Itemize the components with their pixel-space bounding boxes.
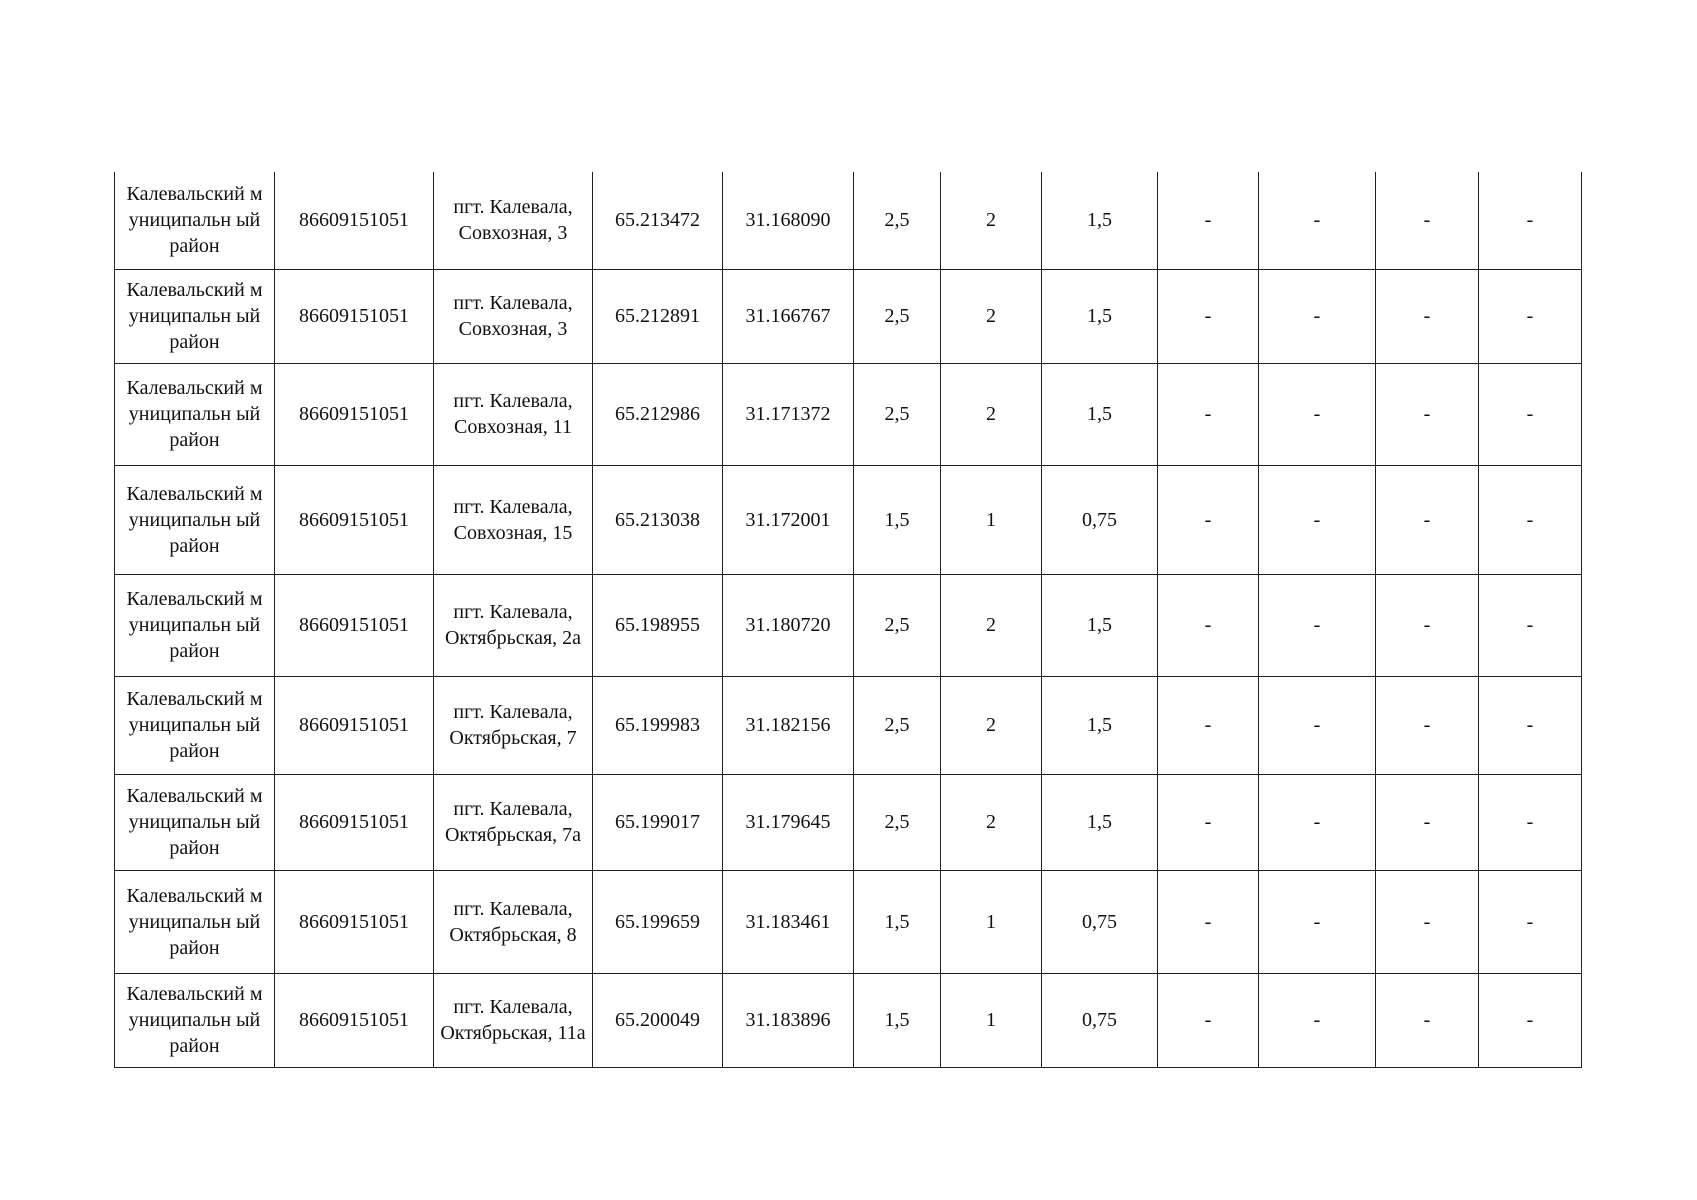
cell-col9: - — [1158, 172, 1259, 269]
cell-col8: 1,5 — [1042, 363, 1158, 465]
cell-oktmo: 86609151051 — [275, 973, 434, 1067]
cell-district: Калевальский муниципальн ый район — [115, 973, 275, 1067]
cell-col11: - — [1376, 774, 1479, 870]
cell-address: пгт. Калевала, Октябрьская, 8 — [434, 870, 593, 973]
cell-col8: 0,75 — [1042, 870, 1158, 973]
cell-col9: - — [1158, 774, 1259, 870]
cell-col6: 2,5 — [854, 363, 941, 465]
cell-col12: - — [1479, 676, 1582, 774]
cell-latitude: 65.198955 — [593, 574, 723, 676]
cell-col7: 2 — [941, 172, 1042, 269]
cell-col10: - — [1259, 363, 1376, 465]
cell-longitude: 31.179645 — [723, 774, 854, 870]
table-row — [115, 676, 1582, 774]
cell-oktmo: 86609151051 — [275, 574, 434, 676]
cell-col10: - — [1259, 269, 1376, 363]
cell-col11: - — [1376, 363, 1479, 465]
cell-col9: - — [1158, 676, 1259, 774]
cell-col6: 1,5 — [854, 465, 941, 574]
cell-district: Калевальский муниципальн ый район — [115, 774, 275, 870]
table-row — [115, 870, 1582, 973]
cell-col12: - — [1479, 870, 1582, 973]
cell-col10: - — [1259, 574, 1376, 676]
cell-col6: 2,5 — [854, 676, 941, 774]
cell-col12: - — [1479, 465, 1582, 574]
cell-col12: - — [1479, 973, 1582, 1067]
cell-oktmo: 86609151051 — [275, 676, 434, 774]
cell-col8: 1,5 — [1042, 269, 1158, 363]
cell-col8: 0,75 — [1042, 465, 1158, 574]
cell-col11: - — [1376, 973, 1479, 1067]
cell-col6: 2,5 — [854, 574, 941, 676]
cell-district: Калевальский муниципальн ый район — [115, 574, 275, 676]
cell-latitude: 65.199659 — [593, 870, 723, 973]
cell-col11: - — [1376, 870, 1479, 973]
cell-col7: 1 — [941, 870, 1042, 973]
cell-col6: 2,5 — [854, 172, 941, 269]
table-row — [115, 774, 1582, 870]
cell-col10: - — [1259, 973, 1376, 1067]
cell-col7: 2 — [941, 269, 1042, 363]
cell-col11: - — [1376, 676, 1479, 774]
cell-col11: - — [1376, 465, 1479, 574]
cell-latitude: 65.200049 — [593, 973, 723, 1067]
cell-col12: - — [1479, 172, 1582, 269]
cell-address: пгт. Калевала, Октябрьская, 7а — [434, 774, 593, 870]
cell-col11: - — [1376, 574, 1479, 676]
table-body — [115, 172, 1582, 1067]
cell-col8: 0,75 — [1042, 973, 1158, 1067]
cell-district: Калевальский муниципальн ый район — [115, 363, 275, 465]
cell-oktmo: 86609151051 — [275, 465, 434, 574]
cell-district: Калевальский муниципальн ый район — [115, 172, 275, 269]
cell-latitude: 65.213038 — [593, 465, 723, 574]
cell-oktmo: 86609151051 — [275, 774, 434, 870]
cell-col9: - — [1158, 465, 1259, 574]
table-row — [115, 973, 1582, 1067]
cell-latitude: 65.199983 — [593, 676, 723, 774]
cell-col12: - — [1479, 363, 1582, 465]
cell-longitude: 31.168090 — [723, 172, 854, 269]
cell-longitude: 31.172001 — [723, 465, 854, 574]
cell-col7: 2 — [941, 574, 1042, 676]
cell-col7: 2 — [941, 363, 1042, 465]
cell-address: пгт. Калевала, Октябрьская, 2а — [434, 574, 593, 676]
cell-longitude: 31.171372 — [723, 363, 854, 465]
cell-col10: - — [1259, 676, 1376, 774]
cell-district: Калевальский муниципальн ый район — [115, 465, 275, 574]
table-row — [115, 574, 1582, 676]
cell-col8: 1,5 — [1042, 676, 1158, 774]
cell-col9: - — [1158, 574, 1259, 676]
cell-col7: 1 — [941, 465, 1042, 574]
cell-longitude: 31.183896 — [723, 973, 854, 1067]
cell-district: Калевальский муниципальн ый район — [115, 269, 275, 363]
cell-address: пгт. Калевала, Совхозная, 15 — [434, 465, 593, 574]
cell-address: пгт. Калевала, Совхозная, 3 — [434, 269, 593, 363]
cell-col6: 2,5 — [854, 269, 941, 363]
cell-col8: 1,5 — [1042, 172, 1158, 269]
cell-col10: - — [1259, 870, 1376, 973]
cell-address: пгт. Калевала, Совхозная, 11 — [434, 363, 593, 465]
cell-col6: 1,5 — [854, 870, 941, 973]
cell-col11: - — [1376, 269, 1479, 363]
cell-col7: 1 — [941, 973, 1042, 1067]
cell-col7: 2 — [941, 676, 1042, 774]
cell-col8: 1,5 — [1042, 774, 1158, 870]
cell-latitude: 65.212891 — [593, 269, 723, 363]
cell-oktmo: 86609151051 — [275, 172, 434, 269]
cell-latitude: 65.213472 — [593, 172, 723, 269]
table-row — [115, 172, 1582, 269]
table-row — [115, 465, 1582, 574]
cell-longitude: 31.183461 — [723, 870, 854, 973]
cell-col10: - — [1259, 172, 1376, 269]
cell-longitude: 31.180720 — [723, 574, 854, 676]
cell-col12: - — [1479, 269, 1582, 363]
table-row — [115, 363, 1582, 465]
cell-col11: - — [1376, 172, 1479, 269]
cell-col9: - — [1158, 870, 1259, 973]
cell-latitude: 65.212986 — [593, 363, 723, 465]
cell-oktmo: 86609151051 — [275, 269, 434, 363]
cell-longitude: 31.166767 — [723, 269, 854, 363]
cell-col12: - — [1479, 574, 1582, 676]
cell-address: пгт. Калевала, Совхозная, 3 — [434, 172, 593, 269]
cell-col10: - — [1259, 465, 1376, 574]
cell-col10: - — [1259, 774, 1376, 870]
cell-address: пгт. Калевала, Октябрьская, 7 — [434, 676, 593, 774]
cell-address: пгт. Калевала, Октябрьская, 11а — [434, 973, 593, 1067]
cell-col9: - — [1158, 363, 1259, 465]
registry-table — [114, 172, 1582, 1068]
cell-district: Калевальский муниципальн ый район — [115, 676, 275, 774]
cell-col12: - — [1479, 774, 1582, 870]
cell-longitude: 31.182156 — [723, 676, 854, 774]
cell-oktmo: 86609151051 — [275, 363, 434, 465]
cell-latitude: 65.199017 — [593, 774, 723, 870]
cell-col8: 1,5 — [1042, 574, 1158, 676]
table-row — [115, 269, 1582, 363]
cell-oktmo: 86609151051 — [275, 870, 434, 973]
cell-col6: 1,5 — [854, 973, 941, 1067]
cell-col9: - — [1158, 269, 1259, 363]
cell-col6: 2,5 — [854, 774, 941, 870]
cell-col7: 2 — [941, 774, 1042, 870]
cell-col9: - — [1158, 973, 1259, 1067]
cell-district: Калевальский муниципальн ый район — [115, 870, 275, 973]
